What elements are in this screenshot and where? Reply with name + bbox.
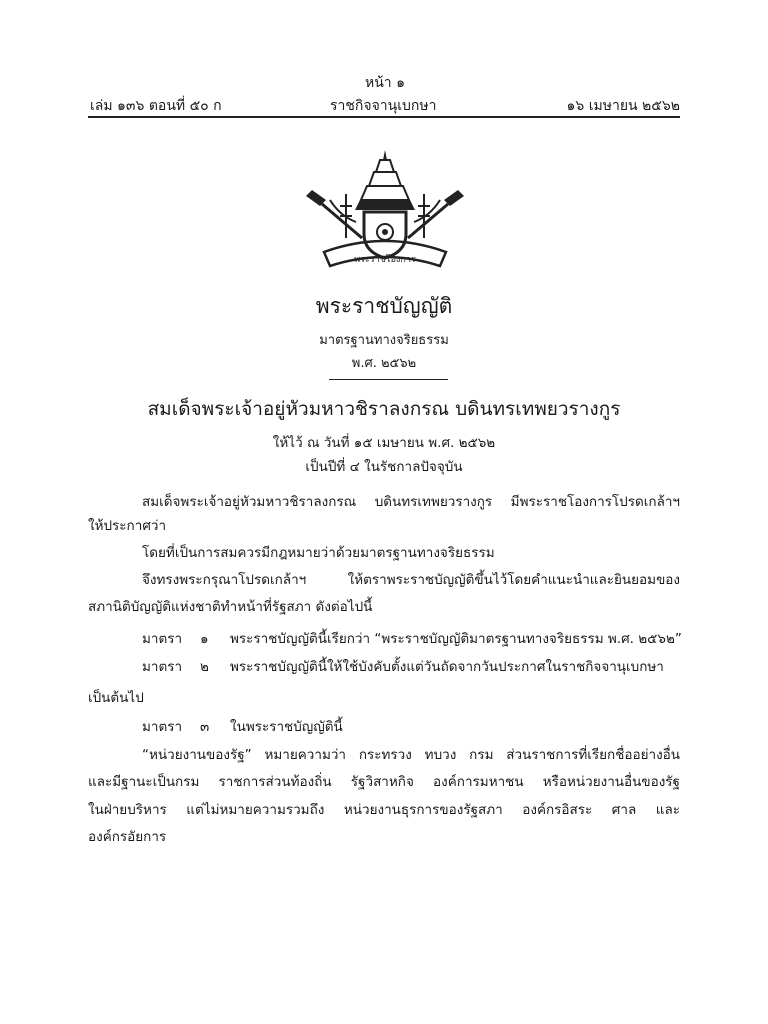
section-label: มาตรา	[142, 631, 183, 647]
preamble-line-1: สมเด็จพระเจ้าอยู่หัวมหาวชิราลงกรณ บดินทรเทพยวรางกูร มีพระราชโองการโปรดเกล้าฯ	[142, 494, 680, 510]
section-2	[142, 655, 664, 677]
title-rule	[329, 379, 448, 380]
section-number: ๒	[200, 659, 209, 675]
act-year: พ.ศ. ๒๕๖๒	[351, 356, 417, 371]
section-3	[142, 715, 343, 737]
section-text: ในพระราชบัญญัตินี้	[230, 719, 343, 735]
rationale: โดยที่เป็นการสมควรมีกฎหมายว่าด้วยมาตรฐานทางจริยธรรม	[142, 545, 495, 561]
act-title: พระราชบัญญัติ	[315, 294, 453, 318]
act-subject: มาตรฐานทางจริยธรรม	[319, 333, 449, 348]
emblem-inscription: พระราชโองการ	[354, 255, 416, 265]
given-date: ให้ไว้ ณ วันที่ ๑๕ เมษายน พ.ศ. ๒๕๖๒	[272, 435, 496, 451]
king-name: สมเด็จพระเจ้าอยู่หัวมหาวชิราลงกรณ บดินทรเทพยวรางกูร	[147, 398, 621, 420]
definition-line-2: และมีฐานะเป็นกรม ราชการส่วนท้องถิ่น รัฐวิสาหกิจ องค์การมหาชน หรือหน่วยงานอื่นของรัฐ	[88, 774, 680, 790]
section-number: ๓	[200, 719, 210, 735]
section-2-continuation: เป็นต้นไป	[88, 690, 144, 706]
enactment-line-1: จึงทรงพระกรุณาโปรดเกล้าฯ ให้ตราพระราชบัญญัติขึ้นไว้โดยคำแนะนำและยินยอมของ	[142, 572, 680, 588]
page-number: หน้า ๑	[365, 75, 405, 91]
section-1	[142, 627, 682, 649]
section-text: พระราชบัญญัตินี้ให้ใช้บังคับตั้งแต่วันถัดจากวันประกาศในราชกิจจานุเบกษา	[230, 659, 664, 675]
definition-line-3: ในฝ่ายบริหาร แต่ไม่หมายความรวมถึง หน่วยงานธุรการของรัฐสภา องค์กรอิสระ ศาล และ	[88, 802, 680, 818]
section-number: ๑	[200, 631, 209, 647]
volume-issue: เล่ม ๑๓๖ ตอนที่ ๕๐ ก	[90, 98, 222, 114]
publication-date: ๑๖ เมษายน ๒๕๖๒	[566, 98, 680, 114]
header-rule	[88, 116, 680, 118]
definition-line-1: “หน่วยงานของรัฐ” หมายความว่า กระทรวง ทบวง กรม ส่วนราชการที่เรียกชื่ออย่างอื่น	[142, 747, 680, 763]
section-label: มาตรา	[142, 659, 183, 675]
reign-year: เป็นปีที่ ๔ ในรัชกาลปัจจุบัน	[305, 459, 463, 475]
gazette-name: ราชกิจจานุเบกษา	[330, 98, 437, 114]
royal-emblem-icon	[300, 146, 470, 278]
definition-line-4: องค์กรอัยการ	[88, 829, 167, 845]
enactment-line-2: สภานิติบัญญัติแห่งชาติทำหน้าที่รัฐสภา ดังต่อไปนี้	[88, 599, 373, 615]
section-label: มาตรา	[142, 719, 183, 735]
section-text: พระราชบัญญัตินี้เรียกว่า “พระราชบัญญัติมาตรฐานทางจริยธรรม พ.ศ. ๒๕๖๒”	[230, 631, 682, 647]
preamble-line-2: ให้ประกาศว่า	[88, 518, 167, 534]
